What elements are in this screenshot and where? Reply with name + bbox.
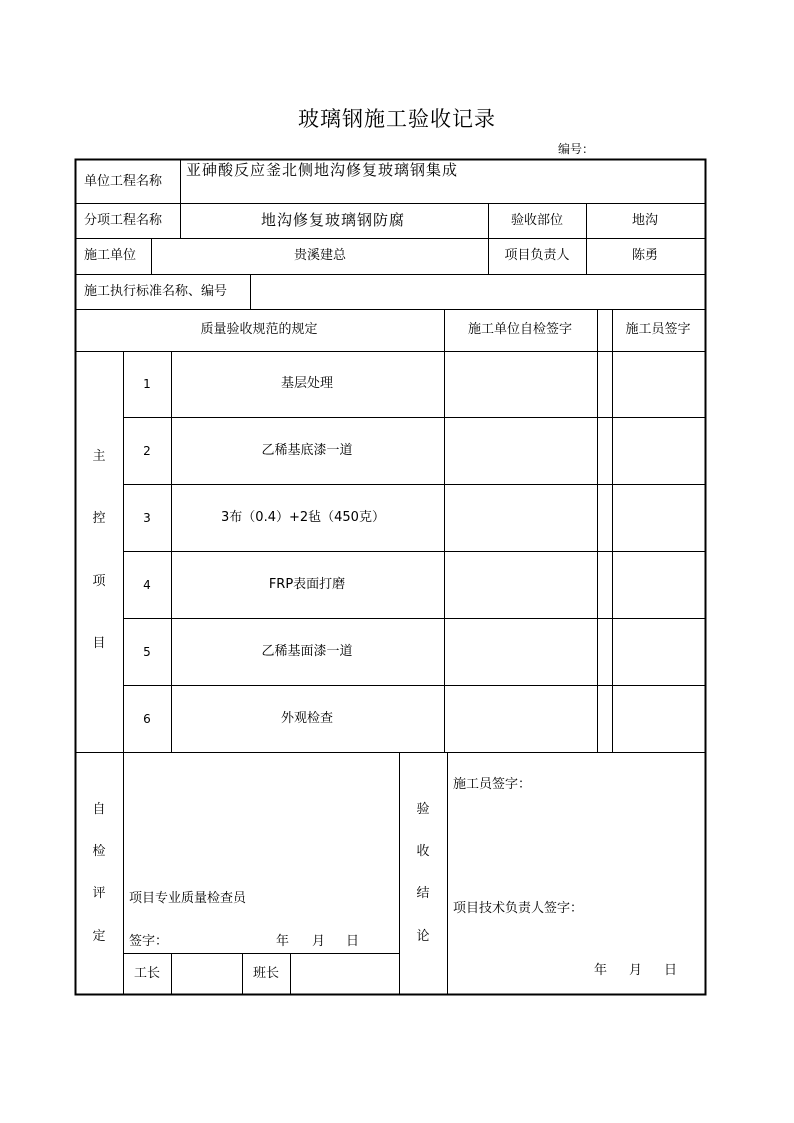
self-evaluation-label-char: 自: [92, 802, 106, 817]
acceptance-conclusion-label-char: 结: [416, 886, 430, 901]
item-name: 3布（0.4）+2毡（450克）: [221, 510, 385, 525]
tech-lead-sign-label: 项目技术负责人签字：: [453, 901, 584, 916]
item-number: 5: [143, 645, 151, 659]
self-evaluation-label-char: 评: [92, 886, 106, 901]
self-evaluation-year: 年: [276, 934, 290, 949]
item-number: 6: [143, 712, 151, 726]
document-number-label: 编号：: [558, 142, 595, 156]
item-number: 3: [143, 511, 151, 525]
item-name: FRP表面打磨: [268, 577, 346, 592]
acceptance-part-label: 验收部位: [510, 213, 564, 228]
quality-inspector-label: 项目专业质量检查员: [129, 891, 247, 906]
construction-unit-label: 施工单位: [84, 248, 137, 263]
item-name: 基层处理: [280, 376, 334, 391]
main-control-label-char: 目: [92, 636, 106, 651]
standard-label: 施工执行标准名称、编号: [84, 284, 228, 299]
team-leader-label: 班长: [252, 966, 280, 981]
item-name: 外观检查: [280, 711, 334, 726]
project-manager-label: 项目负责人: [504, 248, 570, 263]
sub-project-label: 分项工程名称: [84, 213, 163, 228]
acceptance-day: 日: [664, 963, 678, 978]
main-control-label-char: 控: [92, 511, 106, 526]
worker-sign-label: 施工员签字：: [453, 777, 532, 792]
item-number: 4: [143, 578, 151, 592]
item-number: 1: [143, 377, 151, 391]
self-evaluation-month: 月: [312, 934, 326, 949]
project-manager-value: 陈勇: [631, 248, 659, 263]
item-name: 乙稀基底漆一道: [261, 443, 353, 458]
self-evaluation-label-char: 检: [92, 844, 106, 859]
acceptance-conclusion-label-char: 验: [416, 802, 430, 817]
self-evaluation-day: 日: [346, 934, 360, 949]
page-title: 玻璃钢施工验收记录: [298, 107, 496, 131]
main-control-label-char: 主: [92, 449, 106, 464]
main-control-label-char: 项: [92, 574, 106, 589]
unit-project-label: 单位工程名称: [84, 174, 163, 189]
acceptance-conclusion-label-char: 论: [416, 929, 430, 944]
construction-unit-value: 贵溪建总: [293, 248, 347, 263]
foreman-label: 工长: [133, 966, 161, 981]
sub-project-value: 地沟修复玻璃钢防腐: [260, 211, 406, 229]
acceptance-part-value: 地沟: [631, 213, 659, 228]
worker-sign-column-header: 施工员签字: [625, 322, 691, 337]
unit-project-value: 亚砷酸反应釜北侧地沟修复玻璃钢集成: [186, 161, 459, 179]
acceptance-conclusion-label-char: 收: [416, 844, 430, 859]
self-evaluation-sign-label: 签字：: [129, 934, 169, 949]
self-check-column-header: 施工单位自检签字: [467, 322, 573, 337]
self-evaluation-label-char: 定: [92, 929, 106, 944]
acceptance-year: 年: [594, 963, 608, 978]
acceptance-month: 月: [629, 963, 643, 978]
item-name: 乙稀基面漆一道: [261, 644, 353, 659]
spec-column-header: 质量验收规范的规定: [200, 322, 318, 337]
item-number: 2: [143, 444, 151, 458]
